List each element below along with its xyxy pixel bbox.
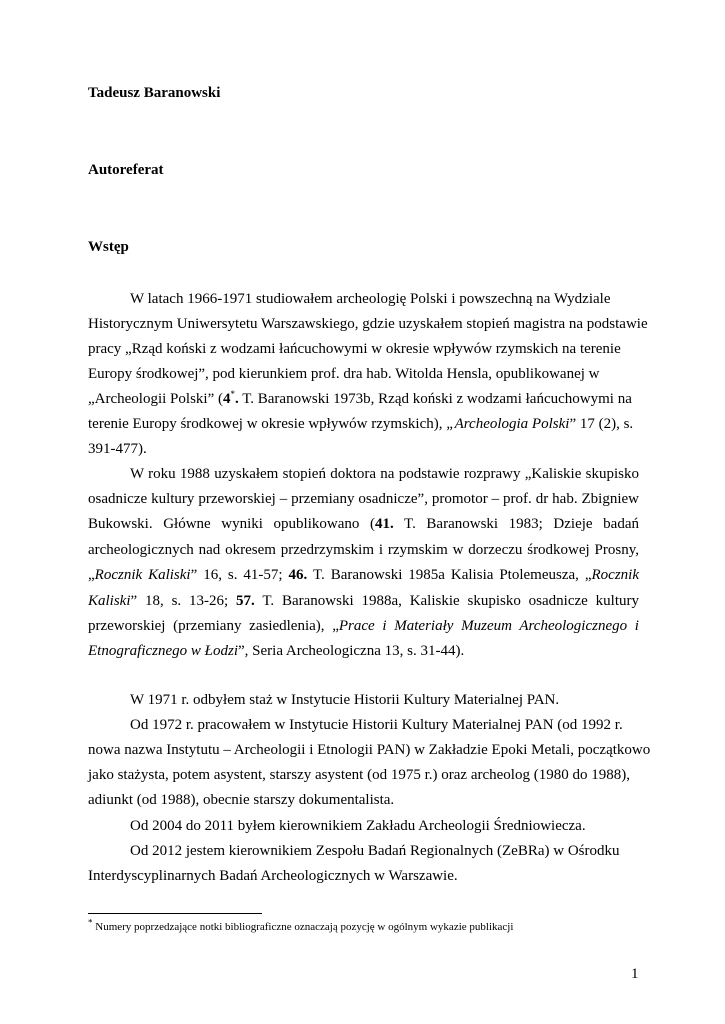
paragraph-line: W 1971 r. odbyłem staż w Instytucie Historii Kultury Materialnej PAN. bbox=[130, 692, 560, 708]
text-run: T. Baranowski 1985a Kalisia Ptolemeusza, „ bbox=[307, 567, 592, 583]
publication-number: 46. bbox=[288, 567, 308, 583]
text-run: ” 17 (2), s. bbox=[569, 416, 634, 432]
footnote-mark: * bbox=[230, 389, 235, 399]
paragraph-line: jako stażysta, potem asystent, starszy asystent (od 1975 r.) oraz archeolog (1980 do 1988), bbox=[88, 767, 630, 783]
paragraph-line bbox=[88, 638, 639, 664]
section-heading: Wstęp bbox=[88, 239, 129, 255]
paragraph-line: Interdyscyplinarnych Badań Archeologicznych w Warszawie. bbox=[88, 868, 458, 884]
text-run: „ bbox=[88, 567, 95, 583]
paragraph-line bbox=[88, 386, 639, 412]
page-number: 1 bbox=[631, 966, 639, 982]
paragraph-line: W latach 1966-1971 studiowałem archeologię Polski i powszechną na Wydziale bbox=[130, 291, 611, 307]
paragraph-line: pracy „Rząd koński z wodzami łańcuchowymi w okresie wpływów rzymskich na terenie bbox=[88, 341, 621, 357]
text-run: ”, Seria Archeologiczna 13, s. 31-44). bbox=[238, 643, 465, 659]
text-run: T. Baranowski 1983; Dzieje badań bbox=[393, 516, 639, 532]
paragraph-line: Od 2004 do 2011 byłem kierownikiem Zakładu Archeologii Średniowiecza. bbox=[130, 818, 586, 834]
footnote-mark: * bbox=[88, 917, 93, 928]
author-name: Tadeusz Baranowski bbox=[88, 85, 221, 101]
paragraph-line: nowa nazwa Instytutu – Archeologii i Etnologii PAN) w Zakładzie Epoki Metali, początkowo bbox=[88, 742, 651, 758]
document-title: Autoreferat bbox=[88, 162, 164, 178]
text-run: „Archeologii Polski” ( bbox=[88, 391, 223, 407]
paragraph-line bbox=[88, 613, 639, 639]
paragraph-line: osadnicze kultury przeworskiej – przemiany osadnicze”, promotor – prof. dr hab. Zbigniew bbox=[88, 491, 639, 507]
paragraph-line: Od 2012 jestem kierownikiem Zespołu Badań Regionalnych (ZeBRa) w Ośrodku bbox=[130, 843, 620, 859]
paragraph-line: adiunkt (od 1988), obecnie starszy dokumentalista. bbox=[88, 792, 395, 808]
paragraph-line: archeologicznych nad okresem przedrzymskim i rzymskim w dorzeczu środkowej Prosny, bbox=[88, 542, 639, 558]
paragraph-line bbox=[88, 411, 639, 437]
journal-title: Rocznik Kaliski bbox=[94, 567, 191, 583]
text-run: T. Baranowski 1973b, Rząd koński z wodzami łańcuchowymi na bbox=[238, 391, 632, 407]
paragraph-line bbox=[88, 588, 639, 614]
text-run: terenie Europy środkowej w okresie wpływów rzymskich), bbox=[88, 416, 447, 432]
text-run: ” 16, s. 41-57; bbox=[190, 567, 289, 583]
text-run: . bbox=[234, 391, 239, 407]
paragraph-line: 391-477). bbox=[88, 441, 147, 457]
publication-number: 57. bbox=[236, 593, 255, 609]
publication-number: 4 bbox=[222, 391, 231, 407]
text-run: ” 18, s. 13-26; bbox=[130, 593, 237, 609]
paragraph-line: Od 1972 r. pracowałem w Instytucie Historii Kultury Materialnej PAN (od 1992 r. bbox=[130, 717, 623, 733]
text-run: Bukowski. Główne wyniki opublikowano ( bbox=[88, 516, 375, 532]
publication-number: 41. bbox=[374, 516, 394, 532]
journal-title: Etnograficznego w Łodzi bbox=[88, 643, 239, 659]
paragraph-line: Historycznym Uniwersytetu Warszawskiego, gdzie uzyskałem stopień magistra na podstawie bbox=[88, 316, 648, 332]
paragraph-line bbox=[88, 511, 639, 537]
footnote bbox=[88, 917, 514, 933]
footnote-text: Numery poprzedzające notki bibliograficzne oznaczają pozycję w ogólnym wykazie publikacji bbox=[92, 921, 514, 933]
footnote-separator bbox=[88, 913, 262, 914]
journal-title: Kaliski bbox=[88, 593, 131, 609]
text-run: przeworskiej (przemiany zasiedlenia), „ bbox=[88, 618, 339, 634]
paragraph-line bbox=[88, 562, 639, 588]
journal-title: Prace i Materiały Muzeum Archeologicznego i bbox=[338, 618, 639, 634]
journal-title: „Archeologia Polski bbox=[446, 416, 570, 432]
paragraph-line: W roku 1988 uzyskałem stopień doktora na podstawie rozprawy „Kaliskie skupisko bbox=[130, 466, 639, 482]
text-run: T. Baranowski 1988a, Kaliskie skupisko osadnicze kultury bbox=[254, 593, 639, 609]
paragraph-line: Europy środkowej”, pod kierunkiem prof. dra hab. Witolda Hensla, opublikowanej w bbox=[88, 366, 600, 382]
journal-title: Rocznik bbox=[591, 567, 639, 583]
